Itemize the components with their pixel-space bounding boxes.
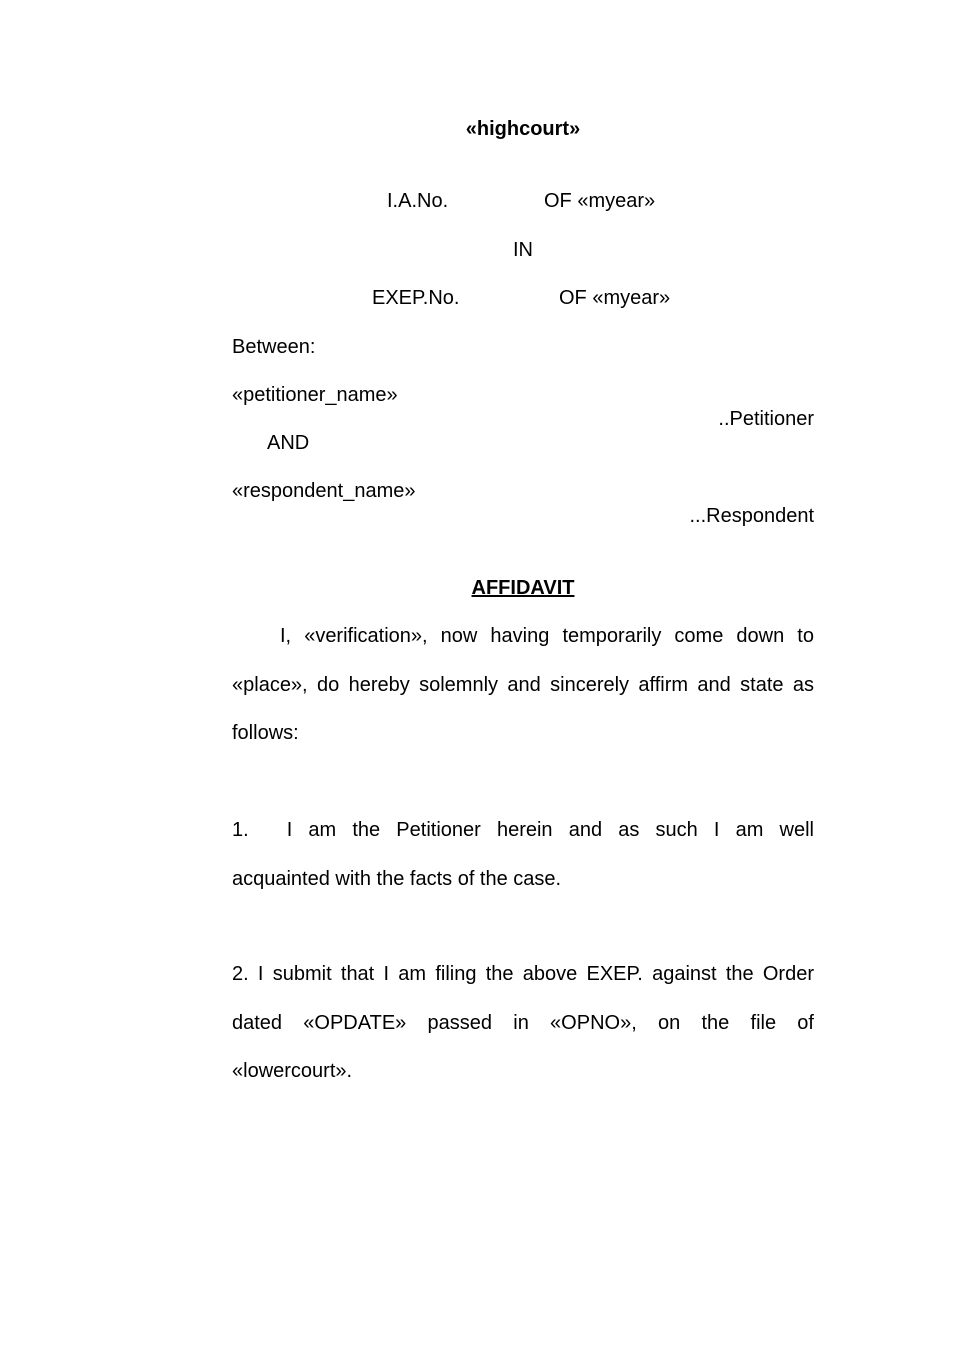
paragraph-2 [232, 950, 814, 1096]
paragraph-1-line-1: 1. I am the Petitioner herein and as such I am well [232, 819, 814, 841]
paragraph-1-line-2: acquainted with the facts of the case. [232, 867, 562, 890]
exep-number-label: EXEP.No. [372, 287, 460, 309]
paragraph-2-line-1: 2. I submit that I am filing the above EXEP. against the Order [232, 963, 814, 985]
intro-paragraph [232, 612, 814, 758]
and-word: AND [267, 432, 310, 454]
intro-line-3: follows: [232, 722, 299, 744]
paragraph-1-number: 1. [232, 819, 249, 841]
respondent-name: «respondent_name» [232, 480, 416, 502]
ia-number-label: I.A.No. [387, 190, 449, 212]
between-label: Between: [232, 336, 316, 358]
ia-year: OF «myear» [544, 190, 656, 212]
paragraph-1 [232, 806, 814, 903]
paragraph-2-line-3: «lowercourt». [232, 1060, 353, 1082]
in-word: IN [513, 239, 533, 261]
intro-line-2: «place», do hereby solemnly and sincerely affirm and state as [232, 673, 814, 696]
respondent-label: ...Respondent [689, 505, 814, 527]
affidavit-heading: AFFIDAVIT [471, 577, 575, 599]
intro-line-1: I, «verification», now having temporarily come down to [280, 625, 814, 647]
paragraph-2-line-2: dated «OPDATE» passed in «OPNO», on the file of [232, 1011, 814, 1034]
court-title: «highcourt» [465, 118, 581, 140]
exep-year: OF «myear» [559, 287, 671, 309]
petitioner-name: «petitioner_name» [232, 384, 398, 406]
petitioner-label: ..Petitioner [718, 408, 814, 430]
